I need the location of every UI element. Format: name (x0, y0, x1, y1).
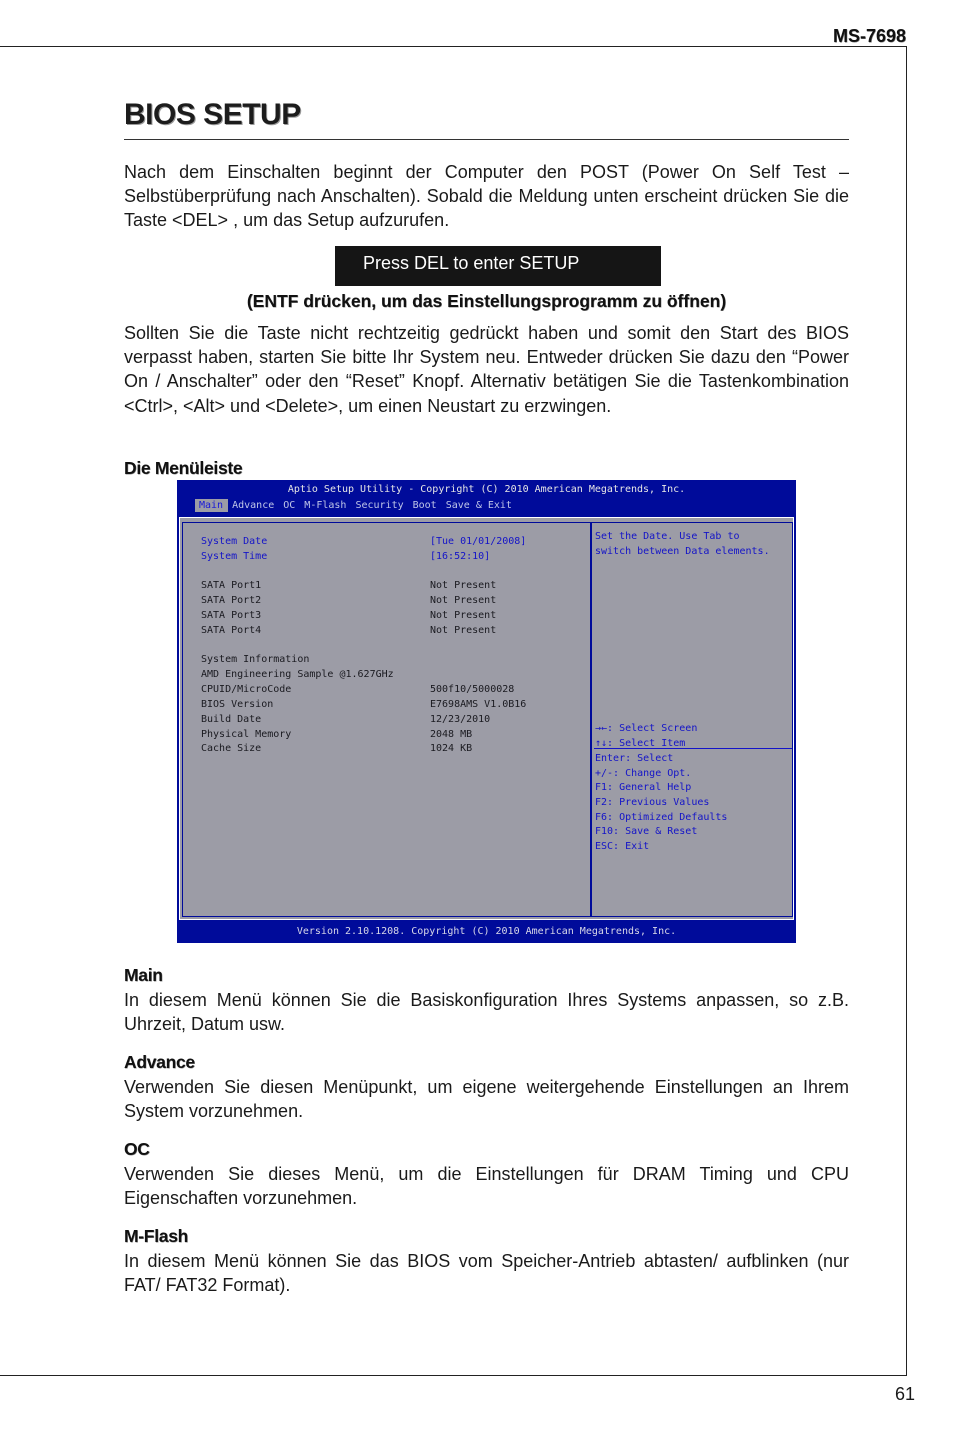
bios-row-label: SATA Port1 (201, 580, 262, 591)
restart-paragraph: Sollten Sie die Taste nicht rechtzeitig gedrückt haben und somit den Start des BIOS verpasst haben, starten Sie bitte Ihr System neu. Entweder drücken Sie dazu den “Power On / Anschalter” oder den “Reset” Knopf. Alternativ betätigen Sie die Tastenkombination <Ctrl>, <Alt> und <Delete>, um einen Neustart zu erzwingen. (124, 323, 849, 416)
bios-tab-main: Main (195, 499, 228, 512)
section-text-m-flash: In diesem Menü können Sie das BIOS vom Speicher-Antrieb abtasten/ aufblinken (nur FAT/ FAT32 Format). (124, 1251, 849, 1296)
bios-row-value: Not Present (430, 595, 497, 606)
page-title: BIOS SETUP (124, 98, 301, 131)
bios-row-label: System Date (201, 536, 268, 547)
header-rule (0, 46, 907, 47)
section-text-oc: Verwenden Sie dieses Menü, um die Einstellungen für DRAM Timing und CPU Eigenschaften vorzunehmen. (124, 1164, 849, 1209)
bios-key-hint: F1: General Help (595, 782, 692, 793)
section-heading-main: Main (124, 965, 163, 985)
entf-caption: (ENTF drücken, um das Einstellungsprogramm zu öffnen) (246, 291, 727, 311)
bios-row-value: 12/23/2010 (430, 714, 491, 725)
bios-tab-advance: Advance (232, 500, 275, 511)
bios-settings-pane (182, 522, 592, 917)
bios-screenshot (177, 480, 796, 943)
bios-row-label: BIOS Version (201, 699, 274, 710)
bios-key-hint: →←: Select Screen (595, 723, 698, 734)
bios-tab-bar (195, 499, 517, 512)
bios-key-hint: Enter: Select (595, 753, 674, 764)
bios-row-label: Physical Memory (201, 729, 292, 740)
bios-row-value: Not Present (430, 625, 497, 636)
bios-help-text: Set the Date. Use Tab to (595, 531, 740, 542)
title-rule (124, 139, 849, 140)
bios-key-hint: F10: Save & Reset (595, 826, 698, 837)
bios-footer: Version 2.10.1208. Copyright (C) 2010 American Megatrends, Inc. (296, 926, 677, 937)
bios-row-label: System Time (201, 551, 268, 562)
bios-row-label: SATA Port3 (201, 610, 262, 621)
section-heading-advance: Advance (124, 1052, 195, 1072)
bios-row-label: System Information (201, 654, 310, 665)
bios-help-text: switch between Data elements. (595, 546, 770, 557)
model-label: MS-7698 (832, 26, 906, 46)
bios-row-value: Not Present (430, 610, 497, 621)
section-text-advance: Verwenden Sie diesen Menüpunkt, um eigene weitergehende Einstellungen an Ihrem System vorzunehmen. (124, 1077, 849, 1122)
bios-help-pane (590, 522, 793, 917)
intro-paragraph: Nach dem Einschalten beginnt der Computer den POST (Power On Self Test – Selbstüberprüfung nach Anschalten). Sobald die Meldung unten erscheint drücken Sie die Taste <DEL> , um das Setup aufzurufen. (124, 162, 849, 231)
press-del-box: Press DEL to enter SETUP (335, 246, 661, 286)
bios-row-value: 2048 MB (430, 729, 473, 740)
bios-main-panel (179, 517, 794, 920)
section-heading-oc: OC (124, 1139, 150, 1159)
bios-row-value: Not Present (430, 580, 497, 591)
bios-row-label: Build Date (201, 714, 262, 725)
bios-tab-m-flash: M-Flash (304, 500, 347, 511)
bios-row-value: E7698AMS V1.0B16 (430, 699, 527, 710)
bios-row-value: 500f10/5000028 (430, 684, 515, 695)
footer-rule (0, 1375, 907, 1376)
menubar-heading: Die Menüleiste (124, 458, 243, 478)
bios-row-value: [Tue 01/01/2008] (430, 536, 527, 547)
bios-tab-boot: Boot (412, 500, 437, 511)
bios-row-value: [16:52:10] (430, 551, 491, 562)
section-text-main: In diesem Menü können Sie die Basiskonfiguration Ihres Systems anpassen, so z.B. Uhrzeit, Datum usw. (124, 990, 849, 1035)
bios-tab-save-exit: Save & Exit (445, 500, 512, 511)
bios-key-hint: ↑↓: Select Item (595, 738, 686, 749)
bios-row-label: CPUID/MicroCode (201, 684, 292, 695)
bios-key-hint: F6: Optimized Defaults (595, 812, 728, 823)
bios-key-hint: +/-: Change Opt. (595, 768, 692, 779)
bios-row-label: AMD Engineering Sample @1.627GHz (201, 669, 394, 680)
bios-row-label: Cache Size (201, 743, 262, 754)
bios-tab-security: Security (355, 500, 404, 511)
bios-tab-oc: OC (283, 500, 296, 511)
bios-row-label: SATA Port2 (201, 595, 262, 606)
bios-key-hint: F2: Previous Values (595, 797, 710, 808)
page-number: 61 (895, 1384, 916, 1404)
bios-row-value: 1024 KB (430, 743, 473, 754)
page-border-right (906, 46, 907, 1376)
bios-title: Aptio Setup Utility - Copyright (C) 2010 American Megatrends, Inc. (287, 484, 686, 495)
bios-key-hint: ESC: Exit (595, 841, 650, 852)
bios-row-label: SATA Port4 (201, 625, 262, 636)
section-heading-m-flash: M-Flash (124, 1226, 189, 1246)
